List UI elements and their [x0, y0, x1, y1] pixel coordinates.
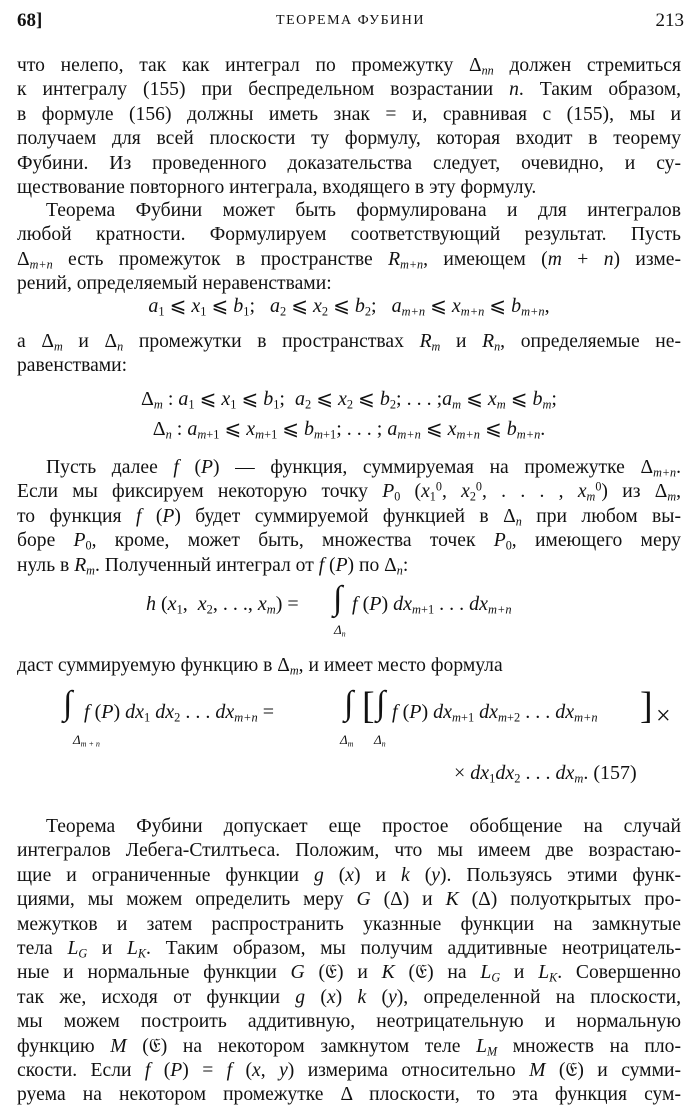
- equation-delta-m: $\Delta_m$ : $a_1$ ⩽ $x_1$ ⩽ $b_1$; $a_2$ ⩽ $x_2$ ⩽ $b_2$; . . . $;a_m$ ⩽ $x_m$ ⩽ $b_m$;: [141, 388, 557, 412]
- text-line: ществование повторного интеграла, входящего в эту формулу.: [17, 176, 537, 198]
- text-line: Если мы фиксируем некоторую точку $P_0$ ($x_1^0$, $x_2^0$, . . . , $x_m^0$) из $\Delta_m$,: [17, 479, 681, 505]
- text-line: межутков и затем распространить указнные функции на замкнутые: [17, 913, 681, 935]
- paragraph-6: [17, 815, 681, 1108]
- left-bracket: [: [362, 685, 375, 727]
- page-number: 213: [655, 10, 684, 31]
- integral-sign: ∫: [333, 580, 343, 617]
- right-bracket: ]: [640, 685, 653, 727]
- paragraph-5: [17, 654, 681, 678]
- text-line: интегралов Лебега-Стилтьеса. Положим, что мы имеем две возрастаю-: [17, 840, 681, 862]
- text-line: Теорема Фубини допускает еще простое обобщение на случай: [46, 816, 681, 837]
- text-line: даст суммируемую функцию в $\Delta_m$, и имеет место формула: [17, 655, 503, 678]
- text-line: Фубини. Из проведенного доказательства следует, очевидно, и су-: [17, 152, 681, 174]
- text-line: скости. Если f (P) = f (x, y) измерима относительно M (𝔈) и сумми-: [17, 1059, 681, 1081]
- text-line: так же, исходя от функции g (x) k (y), определенной на плоскости,: [17, 986, 681, 1008]
- integral-limit: $\Delta_n$: [334, 622, 346, 639]
- text-line: щие и ограниченные функции g (x) и k (y). Пользуясь этими функ-: [17, 864, 681, 886]
- text-line: мы можем построить аддитивную, неотрицательную и нормальную: [17, 1011, 681, 1033]
- equation-157-line2: × $dx_1dx_2$ . . . $dx_m$. (157): [454, 762, 637, 786]
- text-line: $\Delta_{m+n}$ есть промежуток в пространстве $R_{m+n}$, имеющем (m + n) изме-: [17, 248, 681, 272]
- text-line: к интегралу (155) при беспредельном возрастании n. Таким образом,: [17, 79, 681, 101]
- text-line: что нелепо, так как интеграл по промежутку $\Delta_{nn}$ должен стремиться: [17, 55, 681, 78]
- text-line: любой кратности. Формулируем соответствующий результат. Пусть: [17, 224, 681, 246]
- equation-delta-n: $\Delta_n$ : $a_{m+1}$ ⩽ $x_{m+1}$ ⩽ $b_{m+1}$; . . . ; $a_{m+n}$ ⩽ $x_{m+n}$ ⩽ $b_{m+n}$.: [152, 418, 546, 442]
- text-line: функцию M (𝔈) на некотором замкнутом теле $L_M$ множеств на пло-: [17, 1035, 681, 1059]
- text-line: то функция f (P) будет суммируемой функцией в $\Delta_n$ при любом вы-: [17, 505, 681, 529]
- text-line: циями, мы можем определить меру G (Δ) и K (Δ) полуоткрытых про-: [17, 889, 681, 911]
- equation-h-rhs: f (P) $dx_{m+1}$ . . . $dx_{m+n}$: [352, 593, 512, 617]
- running-title: ТЕОРЕМА ФУБИНИ: [276, 13, 425, 28]
- paragraph-4: [17, 456, 681, 578]
- text-line: боре $P_0$, кроме, может быть, множества точек $P_0$, имеющего меру: [17, 530, 681, 553]
- equation-157-lhs: f (P) $dx_1$ $dx_2$ . . . $dx_{m+n}$ =: [84, 701, 274, 725]
- text-line: руема на некотором промежутке Δ плоскости, то эта функция сум-: [17, 1084, 681, 1106]
- paragraph-1: [17, 54, 681, 200]
- text-line: рений, определяемый неравенствами:: [17, 273, 332, 295]
- times-sign: ×: [656, 701, 671, 730]
- text-line: Теорема Фубини может быть формулирована и для интегралов: [46, 200, 681, 221]
- text-line: в формуле (156) должны иметь знак = и, сравнивая с (155), мы и: [17, 103, 681, 125]
- section-number: 68]: [17, 10, 43, 31]
- integral-limit: $\Delta_{m + n}$: [73, 732, 100, 749]
- equation-inequalities-mn: $a_1$ ⩽ $x_1$ ⩽ $b_1$; $a_2$ ⩽ $x_2$ ⩽ $b_2$; $a_{m+n}$ ⩽ $x_{m+n}$ ⩽ $b_{m+n}$,: [148, 295, 550, 319]
- integral-sign: ∫: [63, 685, 73, 722]
- integral-limit: $\Delta_m$: [340, 732, 354, 749]
- integral-limit: $\Delta_n$: [374, 732, 386, 749]
- text-line: а $\Delta_m$ и $\Delta_n$ промежутки в пространствах $R_m$ и $R_n$, определяемые не-: [17, 331, 681, 354]
- paragraph-3: [17, 330, 681, 379]
- text-line: ные и нормальные функции G (𝔈) и K (𝔈) на $L_G$ и $L_K$. Совершенно: [17, 962, 681, 985]
- equation-157-inner: f (P) $dx_{m+1}$ $dx_{m+2}$ . . . $dx_{m+n}$: [392, 701, 598, 725]
- text-line: равенствами:: [17, 355, 128, 377]
- text-line: Пусть далее f (P) — функция, суммируемая на промежутке $\Delta_{m+n}$.: [46, 457, 681, 480]
- integral-sign: ∫: [376, 685, 386, 722]
- text-line: тела $L_G$ и $L_K$. Таким образом, мы получим аддитивные неотрицатель-: [17, 937, 681, 961]
- integral-sign: ∫: [344, 685, 354, 722]
- text-line: нуль в $R_m$. Полученный интеграл от f (P) по $\Delta_n$:: [17, 554, 409, 578]
- text-line: получаем для всей плоскости ту формулу, которая входит в теорему: [17, 128, 681, 150]
- paragraph-2: [17, 199, 681, 297]
- page-header: [17, 10, 684, 36]
- equation-h-lhs: h ($x_1$, $x_2$, . . ., $x_m$) =: [146, 593, 299, 617]
